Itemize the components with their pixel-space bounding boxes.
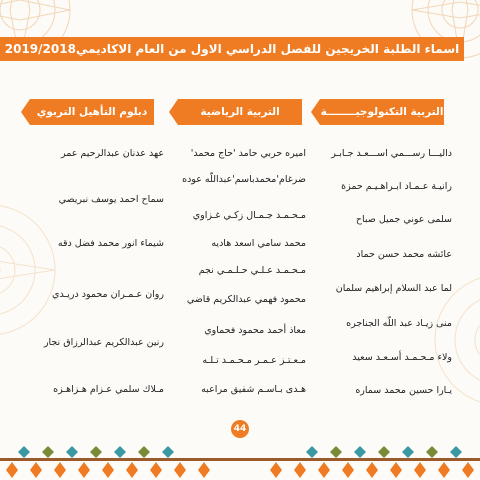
list-item: هـدى بـاسـم شفيق مراعبه: [201, 384, 306, 395]
column-header-diploma: [30, 99, 154, 125]
mandala-right-decoration: [410, 250, 480, 430]
column-teaching-diploma: [30, 99, 154, 125]
list-item: اميره حربي حامد 'حاج محمد': [190, 148, 306, 159]
column-physical-education: [178, 99, 302, 125]
list-item: يـارا حسين محمد سماره: [355, 385, 452, 396]
column-technology-education: [320, 99, 444, 125]
column-header-label: التربية التكنولوجيــــــــة: [320, 106, 444, 118]
list-item: لما عبد السلام إبراهيم سلمان: [335, 283, 452, 294]
column-header-label: التربية الرياضية: [200, 106, 280, 118]
list-item: روان عـمـران محمود دريـدي: [52, 289, 164, 300]
list-item: داليـــا رســـمي اســـعـد جـابـر: [331, 148, 452, 159]
list-item: ولاء مـحـمـد أسـعـد سعيد: [352, 352, 452, 363]
list-item: رانيـة عـمـاد ابـراهـيـم حمزة: [341, 181, 452, 192]
header-arrow-decoration: [311, 99, 320, 125]
column-header-label: دبلوم التأهيل التربوي: [36, 106, 148, 118]
list-item: شيماء انور محمد فضل دقه: [57, 238, 164, 249]
list-item: منى زيـاد عبد اللّه الجناجره: [346, 318, 452, 329]
page-number-badge: [231, 420, 249, 438]
header-arrow-decoration: [169, 99, 178, 125]
list-item: عهد عدنان عبدالرحيم عمر: [60, 148, 164, 159]
header-arrow-decoration: [21, 99, 30, 125]
list-item: عائشه محمد حسن حماد: [356, 249, 452, 260]
page-title: اسماء الطلبة الخريجين للفصل الدراسي الاول من العام الاكاديمي2019/2018: [4, 42, 460, 56]
column-header-physical: [178, 99, 302, 125]
footer-ornament-band: [0, 440, 480, 480]
list-item: سماح احمد يوسف نبريصي: [58, 194, 164, 205]
list-item: معاذ أحمد محمود فحماوي: [204, 325, 306, 336]
page-title-bar: [0, 37, 464, 61]
column-header-technology: [320, 99, 444, 125]
list-item: مـعـتـز عـمـر مـحـمـد تـلـه: [202, 355, 306, 366]
list-item: محمود فهمي عبدالكريم قاضي: [186, 294, 306, 305]
list-item: رنين عبدالكريم عبدالرزاق نجار: [43, 337, 164, 348]
list-item: مـلاك سلمي عـزام هـزاهـزه: [53, 384, 164, 395]
page-number: 44: [233, 424, 247, 434]
list-item: محمد سامي اسعد هاديه: [211, 238, 306, 249]
list-item: مـحـمـد جـمـال زكـي غـزاوي: [192, 210, 306, 221]
list-item: سلمى عوني جميل صباح: [355, 214, 452, 225]
list-item: مـحـمـد عـلـي حـلـمـي نجم: [198, 265, 306, 276]
list-item: ضرغام'محمدباسم'عبداللّه عوده: [182, 174, 306, 185]
